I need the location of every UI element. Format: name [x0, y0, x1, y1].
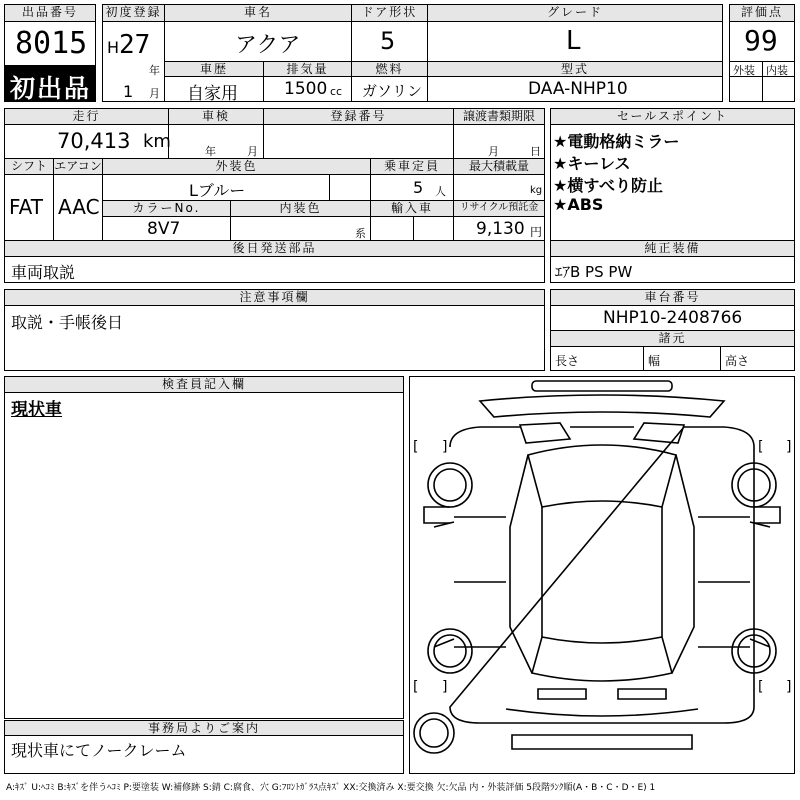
interior-color-cell [230, 216, 371, 241]
equipment-value: ｴｱB PS PW [555, 263, 633, 281]
office-value: 現状車にてノークレーム [11, 741, 187, 760]
doors-value: 5 [380, 27, 396, 55]
spec-height-cell [720, 346, 795, 371]
sales-point-2: ★キーレス [553, 154, 631, 173]
equipment-header: 純正装備 [550, 240, 795, 257]
first-reg-era: H [107, 38, 120, 57]
import-header: 輸入車 [370, 200, 454, 217]
bracket-right-bottom-r: ] [786, 679, 792, 695]
score-value: 99 [744, 24, 778, 57]
capacity-cell [370, 174, 454, 201]
inspection-year-unit: 年 [205, 145, 216, 158]
chassis-value: NHP10-2408766 [603, 308, 743, 328]
interior-color-header: 内装色 [230, 200, 371, 217]
bracket-right-top: [ [758, 439, 764, 455]
office-cell [4, 735, 404, 774]
score-interior-value [762, 76, 795, 102]
bracket-right-top-r: ] [786, 439, 792, 455]
sales-point-4: ★ABS [553, 195, 604, 214]
inspection-header: 車検 [168, 108, 264, 125]
score-interior-label: 内装 [766, 64, 788, 77]
car-diagram [409, 376, 795, 774]
recycle-header: リサイクル預託金 [453, 200, 545, 217]
first-reg-header: 初度登録 [102, 4, 165, 22]
lot-header: 出品番号 [4, 4, 96, 22]
mileage-value: 70,413 [57, 129, 131, 153]
displacement-value: 1500 [284, 79, 328, 99]
first-reg-month-unit: 月 [149, 87, 160, 100]
sales-point-1: ★電動格納ミラー [553, 132, 680, 151]
car-name-value: アクア [235, 33, 301, 58]
transfer-day-unit: 日 [530, 145, 541, 158]
legend-text: A:ｷｽﾞ U:ﾍｺﾐ B:ｷｽﾞを伴うﾍｺﾐ P:要塗装 W:補修跡 S:錆 C:腐食、穴 G:ﾌﾛﾝﾄｶﾞﾗｽ点ｷｽﾞ XX:交換済み X:要交換 欠:欠品 内・外装評価 5段階ﾗﾝｸ順(A・B・C・D・E) 1 [6, 783, 656, 793]
model-code-cell [427, 76, 723, 102]
notes-header: 注意事項欄 [4, 289, 545, 306]
first-listing-badge [4, 66, 96, 102]
mileage-cell [4, 124, 169, 159]
aircon-value: AAC [58, 195, 100, 219]
capacity-header: 乗車定員 [370, 158, 454, 175]
transfer-deadline-header: 譲渡書類期限 [453, 108, 545, 125]
score-exterior-label-cell [729, 61, 763, 77]
car-name-header: 車名 [164, 4, 352, 22]
fuel-cell [351, 76, 428, 102]
inspection-cell [168, 124, 264, 159]
sales-points-header: セールスポイント [550, 108, 795, 125]
displacement-header: 排気量 [263, 61, 352, 77]
import-cell [370, 216, 454, 241]
later-parts-header: 後日発送部品 [4, 240, 545, 257]
doors-header: ドア形状 [351, 4, 428, 22]
score-exterior-value [729, 76, 763, 102]
capacity-unit: 人 [435, 185, 446, 198]
lot-number: 8015 [15, 26, 88, 61]
shift-cell [4, 174, 54, 241]
shift-value: FAT [9, 195, 44, 219]
chassis-header: 車台番号 [550, 289, 795, 306]
score-cell [729, 21, 795, 62]
exterior-color-header: 外装色 [102, 158, 371, 175]
spec-width-label: 幅 [648, 354, 661, 368]
shift-header: シフト [4, 158, 54, 175]
first-listing-label: 初出品 [10, 74, 92, 103]
chassis-cell [550, 305, 795, 331]
transfer-month-unit: 月 [488, 145, 499, 158]
car-outline-diagram [410, 377, 794, 773]
sales-point-3: ★横すべり防止 [553, 176, 664, 195]
grade-cell [427, 21, 723, 62]
score-exterior-label: 外装 [733, 64, 755, 77]
spec-length-label: 長さ [555, 354, 580, 368]
score-header: 評価点 [729, 4, 795, 22]
sales-points-cell [550, 124, 795, 241]
car-name-cell [164, 21, 352, 62]
history-header: 車歴 [164, 61, 264, 77]
displacement-cell [263, 76, 352, 102]
spec-width-cell [643, 346, 721, 371]
inspector-cell [4, 392, 404, 719]
history-value: 自家用 [187, 84, 238, 104]
first-reg-month: 1 [123, 82, 134, 101]
history-cell [164, 76, 264, 102]
color-no-value: 8V7 [147, 219, 181, 239]
bracket-left-bottom: [ [413, 679, 419, 695]
notes-cell [4, 305, 545, 371]
recycle-unit: 円 [530, 225, 543, 239]
model-code-header: 型式 [427, 61, 723, 77]
displacement-unit: cc [330, 85, 343, 98]
later-parts-cell [4, 256, 545, 283]
inspector-header: 検査員記入欄 [4, 376, 404, 393]
bracket-right-bottom: [ [758, 679, 764, 695]
fuel-header: 燃料 [351, 61, 428, 77]
first-reg-cell [102, 21, 165, 102]
fuel-value: ガソリン [362, 82, 423, 100]
exterior-color-cell [102, 174, 371, 201]
inspector-value: 現状車 [11, 400, 62, 420]
equipment-cell [550, 256, 795, 283]
first-reg-year-unit: 年 [149, 64, 160, 77]
doors-cell [351, 21, 428, 62]
bracket-left-top: [ [413, 439, 419, 455]
spec-height-label: 高さ [725, 354, 750, 368]
color-no-cell [102, 216, 231, 241]
registration-cell [263, 124, 454, 159]
inspection-month-unit: 月 [247, 145, 258, 158]
recycle-value: 9,130 [476, 219, 525, 239]
exterior-color-value: Lブルー [189, 181, 246, 200]
grade-header: グレード [427, 4, 723, 22]
later-parts-value: 車両取説 [11, 263, 76, 282]
grade-value: L [566, 26, 581, 56]
first-reg-year: 27 [119, 30, 151, 60]
aircon-cell [53, 174, 103, 241]
spec-length-cell [550, 346, 644, 371]
office-header: 事務局よりご案内 [4, 720, 404, 736]
mileage-unit: km [143, 131, 171, 152]
interior-color-unit: 系 [355, 227, 366, 240]
registration-header: 登録番号 [263, 108, 454, 125]
aircon-header: エアコン [54, 159, 102, 173]
max-load-unit: kg [530, 185, 543, 196]
transfer-deadline-cell [453, 124, 545, 159]
bracket-left-bottom-r: ] [442, 679, 448, 695]
specs-header: 諸元 [550, 330, 795, 347]
recycle-cell [453, 216, 545, 241]
max-load-cell [453, 174, 545, 201]
bracket-left-top-r: ] [442, 439, 448, 455]
score-interior-label-cell [762, 61, 795, 77]
notes-value: 取説・手帳後日 [11, 313, 124, 332]
capacity-value: 5 [413, 178, 424, 197]
mileage-header: 走行 [4, 108, 169, 125]
lot-cell [4, 21, 96, 66]
model-code-value: DAA-NHP10 [528, 79, 628, 99]
color-no-header: カラーNo. [102, 200, 231, 217]
max-load-header: 最大積載量 [453, 158, 545, 175]
